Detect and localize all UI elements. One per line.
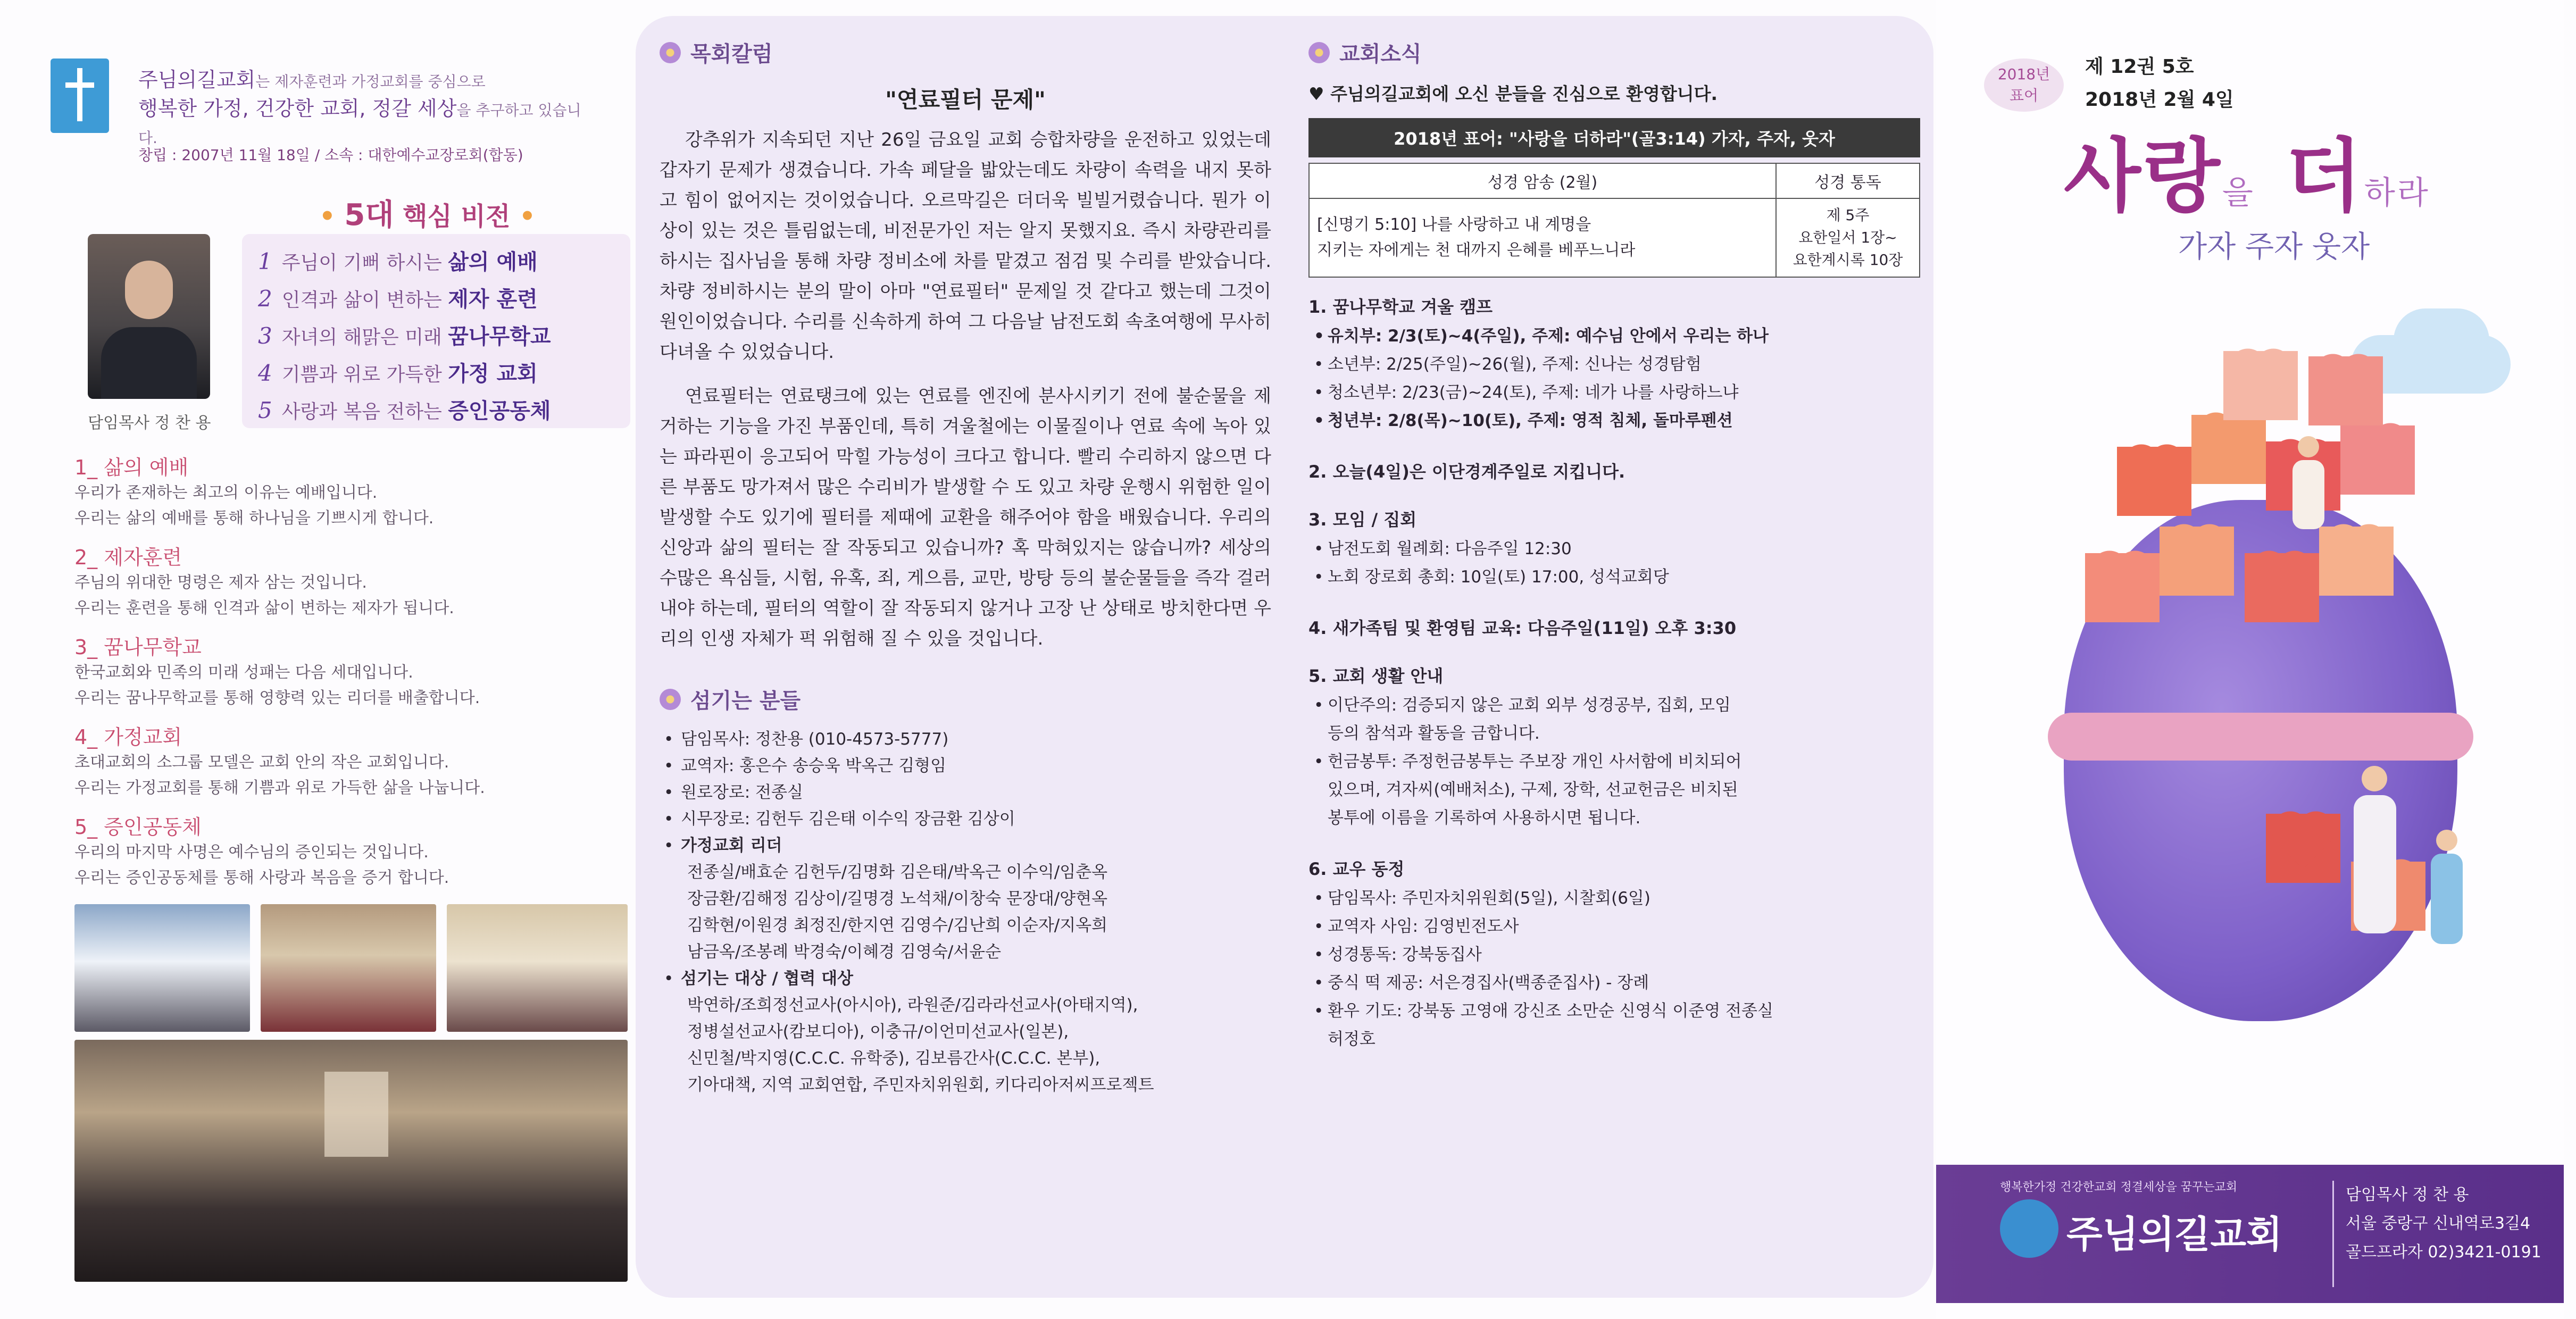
notice-item: 허정호 bbox=[1328, 1030, 1375, 1049]
vision-keyword: 증인공동체 bbox=[448, 399, 551, 423]
house-church-label: 가정교회 리더 bbox=[681, 836, 782, 855]
vision-pre: 자녀의 해맑은 미래 bbox=[281, 327, 442, 348]
servant-item: • 담임목사: 정찬용 (010-4573-5777) bbox=[660, 726, 1271, 753]
value-desc: 우리는 꿈나무학교를 통해 영향력 있는 리더를 배출합니다. bbox=[74, 689, 480, 707]
issue-number: 제 12권 5호 bbox=[2085, 56, 2194, 78]
notice-heading: 3. 모임 / 집회 bbox=[1308, 510, 1417, 530]
table-header-memorize: 성경 암송 (2월) bbox=[1309, 163, 1776, 198]
church-intro bbox=[138, 66, 596, 152]
reading-line: 요한계시록 10장 bbox=[1793, 251, 1903, 269]
column-section-label: 목회칼럼 bbox=[690, 42, 773, 66]
value-title: 2_ 제자훈련 bbox=[74, 546, 182, 569]
notice-item: • 담임목사: 주민자치위원회(5일), 시찰회(6일) bbox=[1308, 884, 1920, 913]
column-paragraph: 연료필터는 연료탱크에 있는 연료를 엔진에 분사시키기 전에 불순물을 제거하는 기능을 가진 부품인데, 특히 겨울철에는 이물질이나 연료 속에 녹아 있는 파라핀이 응고되어 막힐 가능성이 크다고 합니다. 빨리 수리하지 않으면 다른 부품도 망가져서 많은 수리비가 발생할 수 도 있고 차량 운행시 위험한 일이 발생할 수도 있기에 필터를 제때에 교환을 해주어야 함을 배웠습니다. 우리의 신앙과 삶의 필터는 잘 작동되고 있습니까? 혹 막혀있지는 않습니까? 세상의 수많은 욕심들, 시험, 유혹, 죄, 게으름, 교만, 방탕 등의 불순물들을 즉각 걸러내야 하는데, 필터의 역할이 잘 작동되지 않거나 고장 난 상태로 방치한다면 우리의 인생 자체가 퍽 위험해 질 수 있을 것입니다. bbox=[660, 386, 1271, 649]
sack-ribbon bbox=[2048, 713, 2473, 761]
year-motto-bar: 2018년 표어: "사랑을 더하라"(골3:14) 가자, 주자, 웃자 bbox=[1308, 118, 1920, 157]
servant-item: • 원로장로: 전종실 bbox=[660, 779, 1271, 806]
vision-item bbox=[258, 281, 614, 318]
footer-divider bbox=[2332, 1181, 2334, 1287]
value-desc: 한국교회와 민족의 미래 성패는 다음 세대입니다. bbox=[74, 663, 413, 682]
year-badge bbox=[1984, 59, 2064, 112]
house-church-line: 남금옥/조봉례 박경숙/이혜경 김영숙/서윤순 bbox=[687, 942, 1002, 962]
value-desc: 우리의 마지막 사명은 예수님의 증인되는 것입니다. bbox=[74, 843, 429, 862]
footer-address: 서울 중랑구 신내역로3길4 bbox=[2346, 1214, 2531, 1233]
news-panel bbox=[1308, 16, 1920, 1303]
value-desc: 우리가 존재하는 최고의 이유는 예배입니다. bbox=[74, 483, 378, 502]
house-church-line: 전종실/배효순 김헌두/김명화 김은태/박옥근 이수익/임춘옥 bbox=[687, 863, 1108, 882]
heart-icon bbox=[2160, 527, 2234, 596]
vision-item bbox=[258, 393, 614, 430]
title-small: 을 bbox=[2222, 174, 2255, 212]
badge-year: 2018년 bbox=[1997, 65, 2050, 83]
title-big: 사랑 bbox=[2064, 129, 2222, 223]
notice-item: • 중식 떡 제공: 서은경집사(백종준집사) - 장례 bbox=[1308, 969, 1920, 997]
notice-heading: 2. 오늘(4일)은 이단경계주일로 지킵니다. bbox=[1308, 462, 1625, 482]
issue-date: 2018년 2월 4일 bbox=[2085, 89, 2234, 111]
title-big: 더 bbox=[2285, 129, 2364, 223]
value-title: 1_ 삶의 예배 bbox=[74, 456, 189, 479]
notice-item: • 청소년부: 2/23(금)~24(토), 주제: 네가 나를 사랑하느냐 bbox=[1308, 379, 1920, 407]
heart-icon bbox=[2319, 527, 2394, 596]
pastor-caption: 담임목사 정 찬 용 bbox=[88, 414, 211, 432]
house-church-line: 김학현/이원경 최정진/한지연 김영수/김난희 이순자/지옥희 bbox=[687, 916, 1108, 935]
vision-pre: 사랑과 복음 전하는 bbox=[281, 401, 442, 423]
vision-title-text: 핵심 비전 bbox=[403, 202, 511, 231]
footer-info bbox=[2346, 1181, 2541, 1267]
notice-item: • 환우 기도: 강북동 고영애 강신조 소만순 신영식 이준영 전종실 bbox=[1308, 997, 1920, 1025]
intro-motto: 행복한 가정, 건강한 교회, 정갈 세상 bbox=[138, 97, 457, 120]
heart-icon bbox=[2340, 425, 2415, 495]
servants-section-head bbox=[660, 684, 1271, 714]
vision-pre: 주님이 기뻐 하시는 bbox=[281, 252, 442, 274]
notice-list bbox=[1308, 294, 1920, 1054]
value-title: 5_ 증인공동체 bbox=[74, 815, 202, 839]
photo-children bbox=[261, 904, 436, 1032]
mission-head bbox=[660, 965, 1271, 992]
notice-item: • 성경통독: 강북동집사 bbox=[1308, 941, 1920, 969]
parent-body-icon bbox=[2354, 795, 2396, 933]
vision-keyword: 꿈나무학교 bbox=[448, 324, 551, 349]
notice-item: 있으며, 겨자씨(예배처소), 구제, 장학, 선교헌금은 비치된 bbox=[1328, 780, 1738, 799]
news-section-label: 교회소식 bbox=[1339, 42, 1422, 66]
mission-line: 정병설선교사(캄보디아), 이충규/이언미선교사(일본), bbox=[687, 1022, 1069, 1041]
footer-slogan: 행복한가정 건강한교회 정결세상을 꿈꾸는교회 bbox=[2000, 1181, 2238, 1194]
vision-pre: 인격과 삶이 변하는 bbox=[281, 289, 442, 311]
column-title: "연료필터 문제" bbox=[885, 87, 1046, 113]
vision-keyword: 제자 훈련 bbox=[448, 287, 538, 312]
servant-item: • 시무장로: 김헌두 김은태 이수익 장금환 김상이 bbox=[660, 806, 1271, 832]
cover-illustration bbox=[1968, 277, 2558, 1149]
core-values bbox=[74, 441, 606, 891]
notice-item: 등의 참석과 활동을 금합니다. bbox=[1328, 724, 1540, 743]
servants-list bbox=[660, 726, 1271, 1098]
child-body-icon bbox=[2431, 854, 2463, 944]
heart-icon bbox=[2245, 553, 2319, 622]
cover-title bbox=[2064, 112, 2430, 227]
dot-icon: • bbox=[319, 202, 345, 231]
heart-icon bbox=[2266, 814, 2340, 883]
notice-item: • 소년부: 2/25(주일)~26(월), 주제: 신나는 성경탐험 bbox=[1308, 350, 1920, 379]
photo-gallery bbox=[74, 904, 628, 1282]
heart-icon bbox=[2223, 351, 2298, 420]
mission-line: 박연하/조희정선교사(아시아), 라원준/김라라선교사(아태지역), bbox=[687, 996, 1138, 1015]
parent-head-icon bbox=[2362, 766, 2387, 791]
flower-icon bbox=[1308, 42, 1330, 63]
notice-item: • 청년부: 2/8(목)~10(토), 주제: 영적 침체, 돌마루펜션 bbox=[1308, 407, 1920, 435]
notice-item: 봉투에 이름을 기록하여 사용하시면 됩니다. bbox=[1328, 808, 1641, 828]
vision-item bbox=[258, 355, 614, 393]
badge-label: 표어 bbox=[2009, 87, 2039, 104]
church-name-inline: 주님의길교회 bbox=[138, 68, 256, 91]
heart-icon bbox=[2191, 415, 2266, 484]
vision-item bbox=[258, 318, 614, 355]
notice-item: • 유치부: 2/3(토)~4(주일), 주제: 예수님 안에서 우리는 하나 bbox=[1308, 322, 1920, 350]
vision-title bbox=[319, 191, 536, 234]
value-title: 3_ 꿈나무학교 bbox=[74, 636, 202, 659]
cloud-icon bbox=[2394, 308, 2489, 372]
house-church-head bbox=[660, 832, 1271, 859]
memory-verse-line: [신명기 5:10] 나를 사랑하고 내 계명을 bbox=[1317, 215, 1591, 234]
issue-info bbox=[2085, 51, 2234, 116]
vision-num: 1 bbox=[258, 248, 272, 274]
value-desc: 우리는 가정교회를 통해 기쁨과 위로 가득한 삶을 나눕니다. bbox=[74, 779, 485, 797]
photo-worship-service bbox=[74, 1040, 628, 1282]
flower-icon bbox=[660, 689, 681, 710]
church-logo-icon bbox=[2000, 1199, 2058, 1258]
church-logo-icon bbox=[51, 59, 109, 133]
pastor-photo bbox=[88, 234, 210, 399]
notice-item: • 노회 장로회 총회: 10일(토) 17:00, 성석교회당 bbox=[1308, 563, 1920, 591]
notice-item: • 남전도회 월례회: 다음주일 12:30 bbox=[1308, 535, 1920, 563]
person-head-icon bbox=[2298, 436, 2319, 457]
mission-label: 섬기는 대상 / 협력 대상 bbox=[681, 969, 854, 988]
house-church-line: 장금환/김해정 김상이/길명경 노석채/이창숙 문장대/양현옥 bbox=[687, 889, 1108, 908]
notice-item: • 이단주의: 검증되지 않은 교회 외부 성경공부, 집회, 모임 bbox=[1308, 691, 1920, 720]
mission-line: 기아대책, 지역 교회연합, 주민자치위원회, 키다리아저씨프로젝트 bbox=[687, 1075, 1154, 1095]
welcome-line: ♥ 주님의길교회에 오신 분들을 진심으로 환영합니다. bbox=[1308, 84, 1718, 104]
cover-subtitle: 가자 주자 웃자 bbox=[2178, 230, 2370, 264]
dot-icon: • bbox=[510, 202, 536, 231]
flower-icon bbox=[660, 42, 681, 63]
vision-list bbox=[242, 234, 630, 428]
person-body-icon bbox=[2292, 460, 2324, 529]
intro-line1: 는 제자훈련과 가정교회를 중심으로 bbox=[255, 73, 486, 90]
mission-line: 신민철/박지영(C.C.C. 유학중), 김보름간사(C.C.C. 본부), bbox=[687, 1049, 1101, 1068]
intro-line2: 을 추구하고 있습니다. bbox=[138, 102, 581, 147]
news-section-head bbox=[1308, 37, 1920, 68]
photo-choir bbox=[74, 904, 250, 1032]
reading-line: 요한일서 1장~ bbox=[1798, 229, 1897, 246]
column-panel bbox=[660, 16, 1271, 1303]
value-desc: 우리는 증인공동체를 통해 사랑과 복음을 증거 합니다. bbox=[74, 869, 449, 887]
value-desc: 우리는 삶의 예배를 통해 하나님을 기쁘시게 합니다. bbox=[74, 509, 434, 528]
heart-icon bbox=[2308, 356, 2383, 425]
notice-heading: 4. 새가족팀 및 환영팀 교육: 다음주일(11일) 오후 3:30 bbox=[1308, 618, 1737, 638]
servants-section-label: 섬기는 분들 bbox=[690, 689, 801, 713]
servant-item: • 교역자: 홍은수 송승욱 박옥근 김형임 bbox=[660, 753, 1271, 779]
value-desc: 주님의 위대한 명령은 제자 삼는 것입니다. bbox=[74, 573, 367, 592]
vision-num: 4 bbox=[258, 360, 272, 386]
memory-verse-cell bbox=[1309, 198, 1776, 277]
table-header-reading: 성경 통독 bbox=[1776, 163, 1920, 198]
photo-performance bbox=[447, 904, 628, 1032]
vision-keyword: 삶의 예배 bbox=[448, 250, 538, 274]
vision-title-num: 5대 bbox=[344, 198, 394, 232]
heart-icon bbox=[2117, 447, 2191, 516]
column-section-head bbox=[660, 37, 1271, 68]
value-desc: 초대교회의 소그룹 모델은 교회 안의 작은 교회입니다. bbox=[74, 753, 449, 772]
notice-item: • 헌금봉투: 주정헌금봉투는 주보장 개인 사서함에 비치되어 bbox=[1308, 748, 1920, 776]
bible-table bbox=[1308, 163, 1920, 278]
vision-keyword: 가정 교회 bbox=[448, 362, 538, 386]
reading-line: 제 5주 bbox=[1826, 206, 1870, 224]
title-small: 하라 bbox=[2364, 174, 2430, 212]
heart-icon bbox=[2085, 553, 2160, 622]
notice-item: • 교역자 사임: 김영빈전도사 bbox=[1308, 913, 1920, 941]
child-head-icon bbox=[2436, 830, 2457, 851]
founding-info: 창립 : 2007년 11월 18일 / 소속 : 대한예수교장로회(합동) bbox=[138, 146, 523, 164]
reading-cell bbox=[1776, 198, 1920, 277]
footer-pastor: 담임목사 정 찬 용 bbox=[2346, 1186, 2469, 1204]
vision-num: 5 bbox=[258, 397, 272, 423]
vision-pre: 기쁨과 위로 가득한 bbox=[281, 364, 442, 386]
notice-heading: 1. 꿈나무학교 겨울 캠프 bbox=[1308, 297, 1493, 317]
vision-num: 2 bbox=[258, 286, 272, 312]
footer-phone: 골드프라자 02)3421-0191 bbox=[2346, 1243, 2541, 1262]
value-desc: 우리는 훈련을 통해 인격과 삶이 변하는 제자가 됩니다. bbox=[74, 599, 454, 617]
value-title: 4_ 가정교회 bbox=[74, 725, 182, 749]
notice-heading: 6. 교우 동정 bbox=[1308, 859, 1405, 879]
footer-church-name: 주님의길교회 bbox=[2066, 1212, 2282, 1256]
memory-verse-line: 지키는 자에게는 천 대까지 은혜를 베푸느니라 bbox=[1317, 241, 1636, 260]
notice-heading: 5. 교회 생활 안내 bbox=[1308, 666, 1444, 686]
column-paragraph: 강추위가 지속되던 지난 26일 금요일 교회 승합차량을 운전하고 있었는데 갑자기 문제가 생겼습니다. 가속 페달을 밟았는데도 차량이 속력을 내지 못하고 힘이 없어지는 것이었습니다. 오르막길은 더더욱 빌빌거렸습니다. 뭔가 이상이 있는 것은 틀림없는데, 비전문가인 저는 알지 못했지요. 즉시 차량관리를 하시는 집사님을 통해 차량 정비소에 차를 맡겼고 점검 및 수리를 받았습니다. 차량 정비하시는 분의 말이 아마 "연료필터" 문제일 것 같다고 했는데 그것이 원인이었습니다. 수리를 신속하게 하여 그 다음날 남전도회 속초여행에 무사히 다녀올 수 있었습니다. bbox=[660, 129, 1271, 363]
vision-num: 3 bbox=[258, 323, 272, 349]
vision-item bbox=[258, 244, 614, 281]
